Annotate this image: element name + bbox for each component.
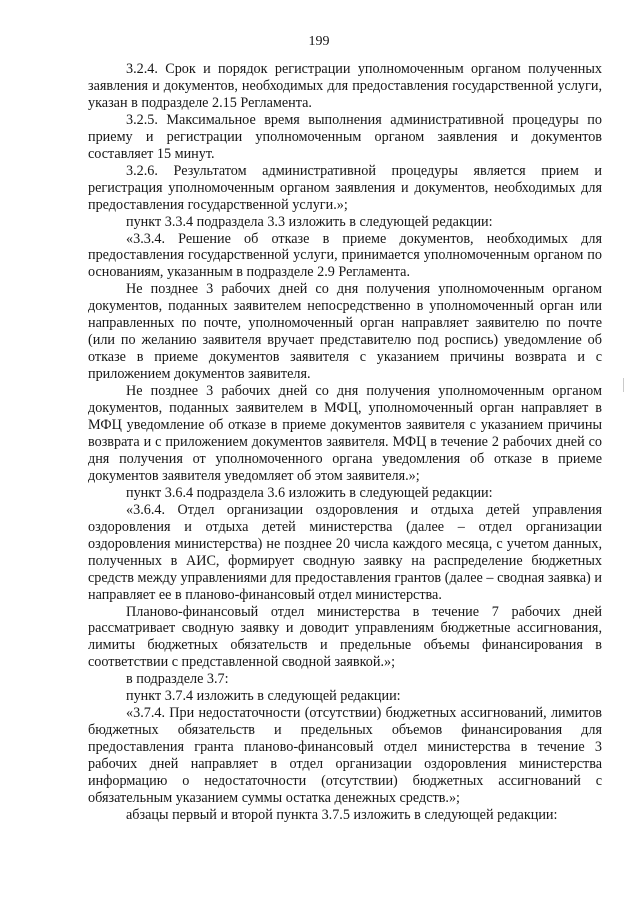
paragraph-3-6-4: «3.6.4. Отдел организации оздоровления и отдыха детей управления оздоровления и отдыха детей министерства (далее – отдел организации оздоровления министерства) не позднее 20 числа каждого месяца, с учетом данных, полученных в АИС, формирует сводную заявку на распределение бюджетных средств между управлениями для предоставления грантов (далее – сводная заявка) и направляет ее в планово-финансовый отдел министерства.	[88, 501, 602, 603]
paragraph-3-6-4-finance: Планово-финансовый отдел министерства в течение 7 рабочих дней рассматривает сводную заявку и доводит управлениям бюджетные ассигнования, лимиты бюджетных обязательств и предельные объемы финансирования в соответствии с представленной сводной заявкой.»;	[88, 603, 602, 671]
paragraph-3-2-5: 3.2.5. Максимальное время выполнения административной процедуры по приему и регистрации уполномоченным органом заявления и документов составляет 15 минут.	[88, 111, 602, 162]
paragraph-3-7-4: «3.7.4. При недостаточности (отсутствии) бюджетных ассигнований, лимитов бюджетных обязательств и предельных объемов финансирования для предоставления гранта планово-финансовый отдел министерства в течение 3 рабочих дней направляет в отдел организации оздоровления министерства информацию о недостаточности (отсутствии) бюджетных ассигнований с обязательным указанием суммы остатка денежных средств.»;	[88, 705, 602, 806]
paragraph-amend-3-7-5: абзацы первый и второй пункта 3.7.5 изложить в следующей редакции:	[126, 806, 558, 823]
paragraph-amend-3-6-4: пункт 3.6.4 подраздела 3.6 изложить в следующей редакции:	[126, 484, 493, 501]
paragraph-3-3-4-mfc: Не позднее 3 рабочих дней со дня получения уполномоченным органом документов, поданных заявителем в МФЦ, уполномоченный орган направляет в МФЦ уведомление об отказе в приеме документов заявителя с указанием причины возврата и с приложением документов заявителя. МФЦ в течение 2 рабочих дней со дня получения от уполномоченного органа уведомления об отказе в приеме документов заявителя уведомляет об этом заявителя.»;	[88, 383, 602, 484]
document-body	[88, 61, 602, 824]
paragraph-amend-3-7-4: пункт 3.7.4 изложить в следующей редакции:	[126, 688, 401, 705]
paragraph-3-2-4: 3.2.4. Срок и порядок регистрации уполномоченным органом полученных заявления и документов, необходимых для предоставления государственной услуги, указан в подразделе 2.15 Регламента.	[88, 61, 602, 111]
paragraph-amend-3-3-4: пункт 3.3.4 подраздела 3.3 изложить в следующей редакции:	[126, 213, 493, 230]
paragraph-3-2-6: 3.2.6. Результатом административной процедуры является прием и регистрация уполномоченным органом заявления и документов, необходимых для предоставления государственной услуги.»;	[88, 162, 602, 213]
paragraph-3-3-4-post: Не позднее 3 рабочих дней со дня получения уполномоченным органом документов, поданных заявителем непосредственно в уполномоченный орган или направленных по почте, уполномоченный орган направляет заявителю по почте (или по желанию заявителя вручает представителю под роспись) уведомление об отказе в приеме документов заявителя с указанием причины возврата и с приложением документов заявителя.	[88, 281, 602, 383]
page-number: 199	[308, 34, 330, 49]
paragraph-3-3-4: «3.3.4. Решение об отказе в приеме документов, необходимых для предоставления государственной услуги, принимается уполномоченным органом по основаниям, указанным в подразделе 2.9 Регламента.	[88, 230, 602, 281]
paragraph-subsection-3-7: в подразделе 3.7:	[126, 671, 229, 688]
scan-artifact	[623, 378, 624, 392]
